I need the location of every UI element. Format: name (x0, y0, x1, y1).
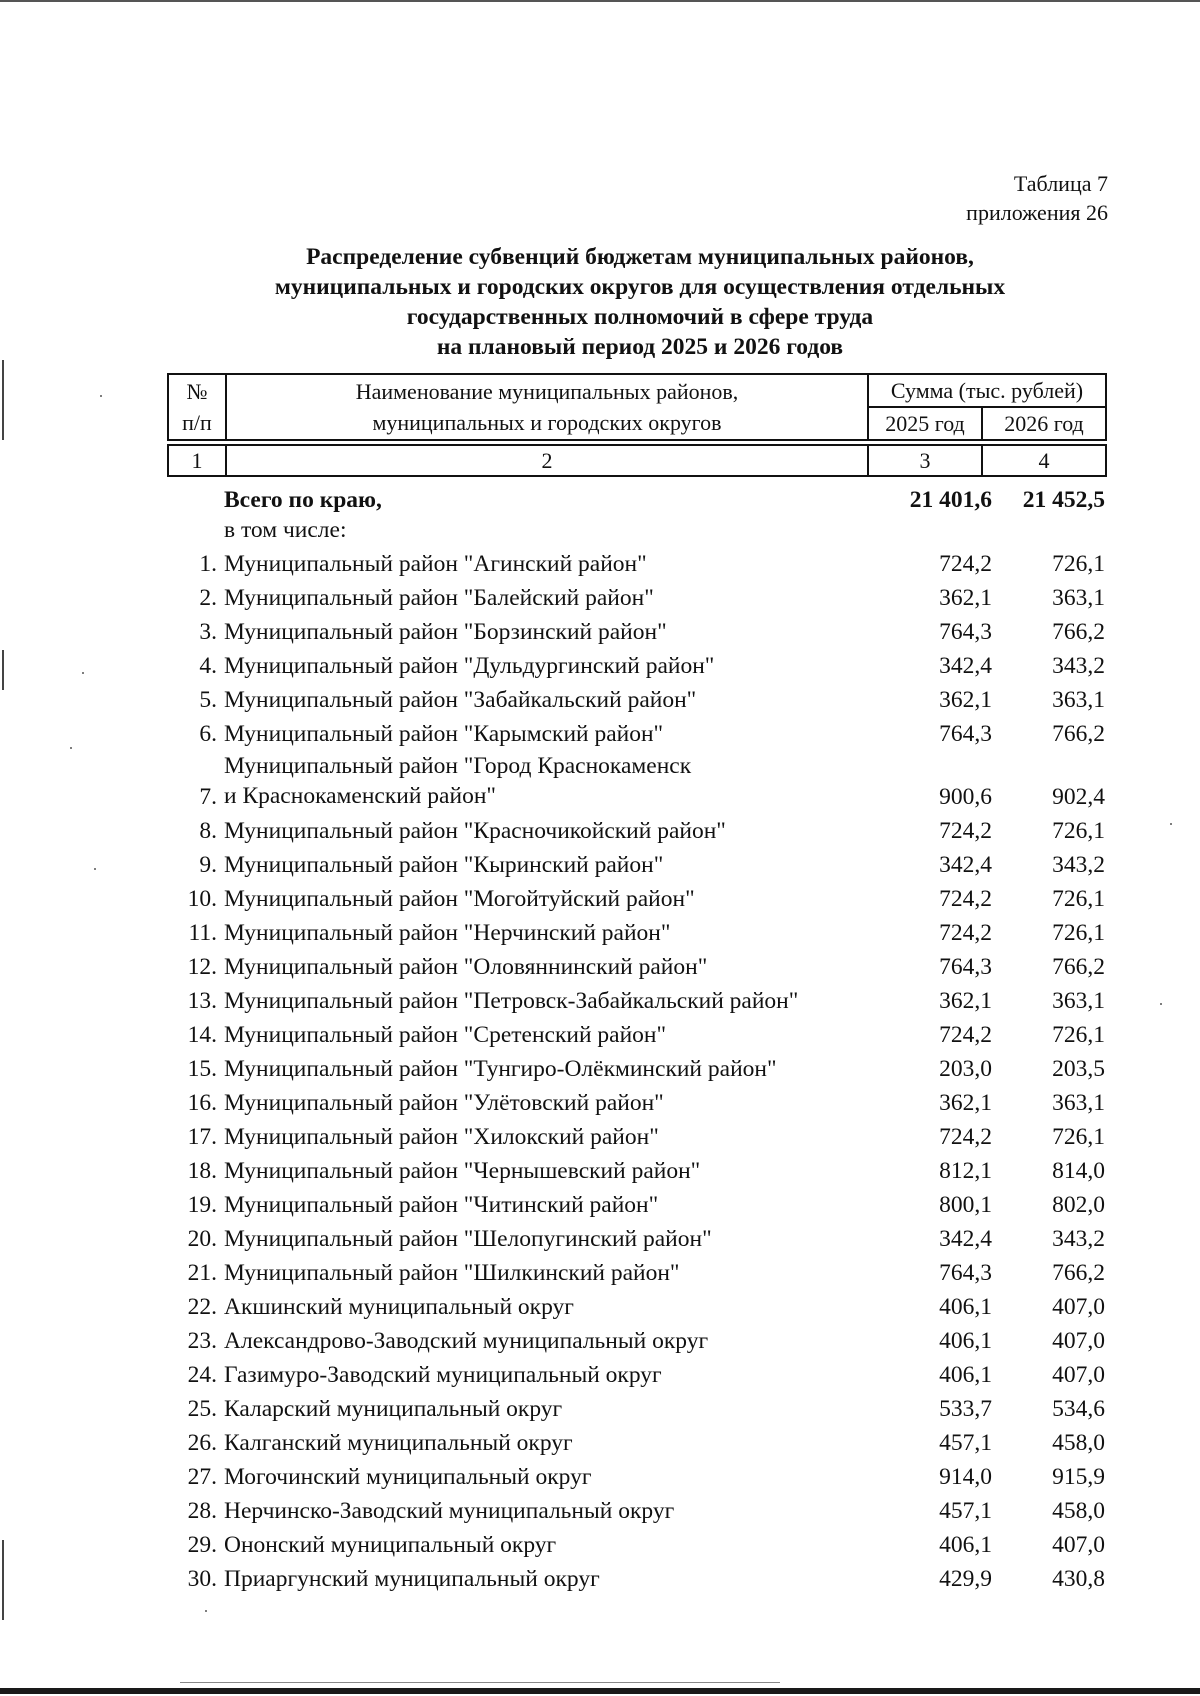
row-value-2025: 362,1 (939, 988, 992, 1014)
row-value-2026: 343,2 (1052, 852, 1105, 878)
row-value-2025: 429,9 (939, 1566, 992, 1592)
row-value-2026: 766,2 (1052, 721, 1105, 747)
row-value-2025: 724,2 (939, 818, 992, 844)
row-value-2026: 726,1 (1052, 886, 1105, 912)
row-value-2025: 764,3 (939, 1260, 992, 1286)
row-value-2025: 406,1 (939, 1328, 992, 1354)
table-row (167, 1321, 1105, 1355)
row-value-2025: 406,1 (939, 1294, 992, 1320)
total-row (167, 480, 1105, 514)
row-value-2025: 800,1 (939, 1192, 992, 1218)
row-value-2025: 812,1 (939, 1158, 992, 1184)
total-label: Всего по краю, (224, 487, 382, 513)
row-name: Нерчинско-Заводский муниципальный округ (224, 1498, 675, 1524)
document-title (150, 242, 1130, 362)
row-value-2026: 814,0 (1052, 1158, 1105, 1184)
row-value-2026: 343,2 (1052, 1226, 1105, 1252)
row-name: Могочинский муниципальный округ (224, 1464, 592, 1490)
row-name: Муниципальный район "Кыринский район" (224, 852, 664, 878)
row-number: 16. (187, 1090, 217, 1116)
table-row (167, 1491, 1105, 1525)
total-2025: 21 401,6 (909, 487, 992, 513)
table-row (167, 1151, 1105, 1185)
row-name: Муниципальный район "Балейский район" (224, 585, 654, 611)
scan-speck (100, 395, 102, 397)
row-name: Муниципальный район "Забайкальский район" (224, 687, 697, 713)
row-number: 11. (188, 920, 217, 946)
row-value-2025: 457,1 (939, 1498, 992, 1524)
table-row (167, 1525, 1105, 1559)
row-name (224, 751, 882, 811)
row-value-2026: 726,1 (1052, 1124, 1105, 1150)
row-value-2025: 764,3 (939, 721, 992, 747)
including-label: в том числе: (224, 517, 347, 543)
row-value-2025: 406,1 (939, 1362, 992, 1388)
scan-left-mark (2, 1540, 4, 1620)
row-name: Муниципальный район "Карымский район" (224, 721, 664, 747)
table-row (167, 1389, 1105, 1423)
row-value-2026: 726,1 (1052, 818, 1105, 844)
header-number-line: п/п (182, 410, 212, 435)
row-number: 25. (187, 1396, 217, 1422)
row-value-2026: 407,0 (1052, 1362, 1105, 1388)
row-value-2026: 363,1 (1052, 1090, 1105, 1116)
header-name-cell (226, 374, 868, 440)
scan-speck (94, 868, 96, 870)
row-value-2026: 915,9 (1052, 1464, 1105, 1490)
row-name: Газимуро-Заводский муниципальный округ (224, 1362, 662, 1388)
row-value-2026: 343,2 (1052, 653, 1105, 679)
table-row (167, 845, 1105, 879)
row-value-2026: 726,1 (1052, 551, 1105, 577)
table-row (167, 1355, 1105, 1389)
row-value-2025: 900,6 (939, 784, 992, 810)
row-name: Муниципальный район "Тунгиро-Олёкминский район" (224, 1056, 777, 1082)
column-number-4: 4 (982, 445, 1106, 476)
row-number: 19. (187, 1192, 217, 1218)
row-value-2025: 724,2 (939, 1124, 992, 1150)
row-value-2025: 362,1 (939, 687, 992, 713)
row-number: 21. (187, 1260, 217, 1286)
header-number-cell (168, 374, 226, 440)
row-name: Муниципальный район "Шелопугинский район" (224, 1226, 712, 1252)
row-value-2025: 764,3 (939, 619, 992, 645)
row-number: 5. (199, 687, 217, 713)
table-body (167, 480, 1105, 1593)
table-row (167, 1083, 1105, 1117)
scan-bottom-line (180, 1682, 780, 1683)
table-row (167, 1185, 1105, 1219)
total-2026: 21 452,5 (1022, 487, 1105, 513)
table-row (167, 680, 1105, 714)
table-row (167, 1423, 1105, 1457)
table-row (167, 1287, 1105, 1321)
scan-speck (82, 672, 84, 674)
row-name: Муниципальный район "Чернышевский район" (224, 1158, 701, 1184)
row-name: Каларский муниципальный округ (224, 1396, 563, 1422)
row-value-2025: 203,0 (939, 1056, 992, 1082)
row-value-2026: 407,0 (1052, 1294, 1105, 1320)
row-name: Муниципальный район "Улётовский район" (224, 1090, 664, 1116)
table-row (167, 612, 1105, 646)
table-row (167, 714, 1105, 748)
row-value-2026: 458,0 (1052, 1430, 1105, 1456)
header-name-line: Наименование муниципальных районов, (355, 379, 739, 404)
header-year-2026: 2026 год (982, 407, 1106, 440)
row-name-line: и Краснокаменский район" (224, 783, 496, 809)
scan-speck (1160, 1003, 1162, 1005)
row-number: 27. (187, 1464, 217, 1490)
row-value-2026: 726,1 (1052, 920, 1105, 946)
column-number-2: 2 (226, 445, 868, 476)
scan-speck (205, 1610, 207, 1612)
table-row (167, 1015, 1105, 1049)
scan-left-mark (2, 650, 4, 690)
table-caption (966, 169, 1108, 227)
row-value-2026: 407,0 (1052, 1532, 1105, 1558)
row-name: Муниципальный район "Хилокский район" (224, 1124, 659, 1150)
row-value-2025: 342,4 (939, 1226, 992, 1252)
row-name: Муниципальный район "Сретенский район" (224, 1022, 667, 1048)
row-value-2026: 430,8 (1052, 1566, 1105, 1592)
row-value-2025: 724,2 (939, 551, 992, 577)
row-value-2026: 458,0 (1052, 1498, 1105, 1524)
row-number: 1. (199, 551, 217, 577)
table-row (167, 981, 1105, 1015)
row-name: Калганский муниципальный округ (224, 1430, 573, 1456)
row-value-2026: 902,4 (1052, 784, 1105, 810)
table-row (167, 1117, 1105, 1151)
row-name: Муниципальный район "Оловяннинский район" (224, 954, 708, 980)
row-name: Муниципальный район "Могойтуйский район" (224, 886, 695, 912)
row-number: 26. (187, 1430, 217, 1456)
table-header (167, 373, 1107, 477)
row-value-2026: 407,0 (1052, 1328, 1105, 1354)
header-number-line: № (186, 379, 208, 404)
table-row (167, 1253, 1105, 1287)
row-value-2026: 203,5 (1052, 1056, 1105, 1082)
row-value-2025: 724,2 (939, 920, 992, 946)
row-value-2025: 764,3 (939, 954, 992, 980)
row-value-2026: 363,1 (1052, 585, 1105, 611)
row-value-2025: 406,1 (939, 1532, 992, 1558)
row-value-2026: 363,1 (1052, 687, 1105, 713)
row-name: Муниципальный район "Нерчинский район" (224, 920, 671, 946)
row-value-2025: 724,2 (939, 886, 992, 912)
scan-speck (70, 747, 72, 749)
row-value-2026: 534,6 (1052, 1396, 1105, 1422)
row-number: 3. (199, 619, 217, 645)
scan-speck (1170, 823, 1172, 825)
data-rows (167, 544, 1105, 1593)
row-value-2025: 914,0 (939, 1464, 992, 1490)
row-number: 17. (187, 1124, 217, 1150)
table-row (167, 544, 1105, 578)
column-number-1: 1 (168, 445, 226, 476)
row-name-line: Муниципальный район "Город Краснокаменск (224, 753, 692, 779)
row-value-2026: 766,2 (1052, 619, 1105, 645)
row-value-2025: 342,4 (939, 653, 992, 679)
table-row (167, 1457, 1105, 1491)
title-line: Распределение субвенций бюджетам муниципальных районов, (306, 244, 974, 270)
row-name: Муниципальный район "Дульдургинский район" (224, 653, 715, 679)
header-name-line: муниципальных и городских округов (372, 410, 722, 435)
row-name: Александрово-Заводский муниципальный округ (224, 1328, 709, 1354)
row-value-2025: 533,7 (939, 1396, 992, 1422)
row-number: 6. (199, 721, 217, 747)
row-value-2026: 766,2 (1052, 1260, 1105, 1286)
table-row (167, 913, 1105, 947)
row-number: 10. (187, 886, 217, 912)
including-row (167, 514, 1105, 544)
row-number: 8. (199, 818, 217, 844)
table-row (167, 748, 1105, 811)
row-name: Акшинский муниципальный округ (224, 1294, 574, 1320)
header-sum-cell: Сумма (тыс. рублей) (868, 374, 1106, 407)
table-row (167, 1219, 1105, 1253)
table-row (167, 1049, 1105, 1083)
row-number: 15. (187, 1056, 217, 1082)
column-number-3: 3 (868, 445, 982, 476)
row-name: Муниципальный район "Агинский район" (224, 551, 647, 577)
row-number: 20. (187, 1226, 217, 1252)
row-number: 14. (187, 1022, 217, 1048)
title-line: государственных полномочий в сфере труда (406, 304, 874, 330)
row-value-2025: 362,1 (939, 1090, 992, 1116)
row-value-2026: 363,1 (1052, 988, 1105, 1014)
header-year-2025: 2025 год (868, 407, 982, 440)
row-name: Муниципальный район "Красночикойский район" (224, 818, 726, 844)
row-number: 9. (199, 852, 217, 878)
row-number: 29. (187, 1532, 217, 1558)
row-value-2026: 802,0 (1052, 1192, 1105, 1218)
row-value-2026: 726,1 (1052, 1022, 1105, 1048)
title-line: на плановый период 2025 и 2026 годов (436, 334, 844, 360)
scan-top-edge (0, 0, 1200, 2)
row-number: 12. (187, 954, 217, 980)
table-row (167, 811, 1105, 845)
row-number: 28. (187, 1498, 217, 1524)
row-number: 2. (199, 585, 217, 611)
caption-appendix: приложения 26 (966, 200, 1108, 225)
row-value-2025: 457,1 (939, 1430, 992, 1456)
row-name: Муниципальный район "Шилкинский район" (224, 1260, 680, 1286)
row-value-2025: 342,4 (939, 852, 992, 878)
row-number: 22. (187, 1294, 217, 1320)
row-number: 23. (187, 1328, 217, 1354)
table-row (167, 947, 1105, 981)
row-name: Муниципальный район "Борзинский район" (224, 619, 667, 645)
row-number: 4. (199, 653, 217, 679)
scan-left-mark (2, 360, 4, 440)
row-number: 13. (187, 988, 217, 1014)
row-number: 24. (187, 1362, 217, 1388)
scan-bottom-edge (0, 1688, 1200, 1694)
table-row (167, 879, 1105, 913)
caption-table-number: Таблица 7 (1013, 171, 1108, 196)
row-number: 7. (199, 784, 217, 810)
row-name: Муниципальный район "Читинский район" (224, 1192, 659, 1218)
row-value-2025: 724,2 (939, 1022, 992, 1048)
title-line: муниципальных и городских округов для осуществления отдельных (274, 274, 1006, 300)
row-name: Ононский муниципальный округ (224, 1532, 557, 1558)
table-row (167, 578, 1105, 612)
row-value-2025: 362,1 (939, 585, 992, 611)
row-name: Муниципальный район "Петровск-Забайкальский район" (224, 988, 799, 1014)
table-row (167, 1559, 1105, 1593)
row-value-2026: 766,2 (1052, 954, 1105, 980)
row-number: 18. (187, 1158, 217, 1184)
row-name: Приаргунский муниципальный округ (224, 1566, 600, 1592)
row-number: 30. (187, 1566, 217, 1592)
table-row (167, 646, 1105, 680)
